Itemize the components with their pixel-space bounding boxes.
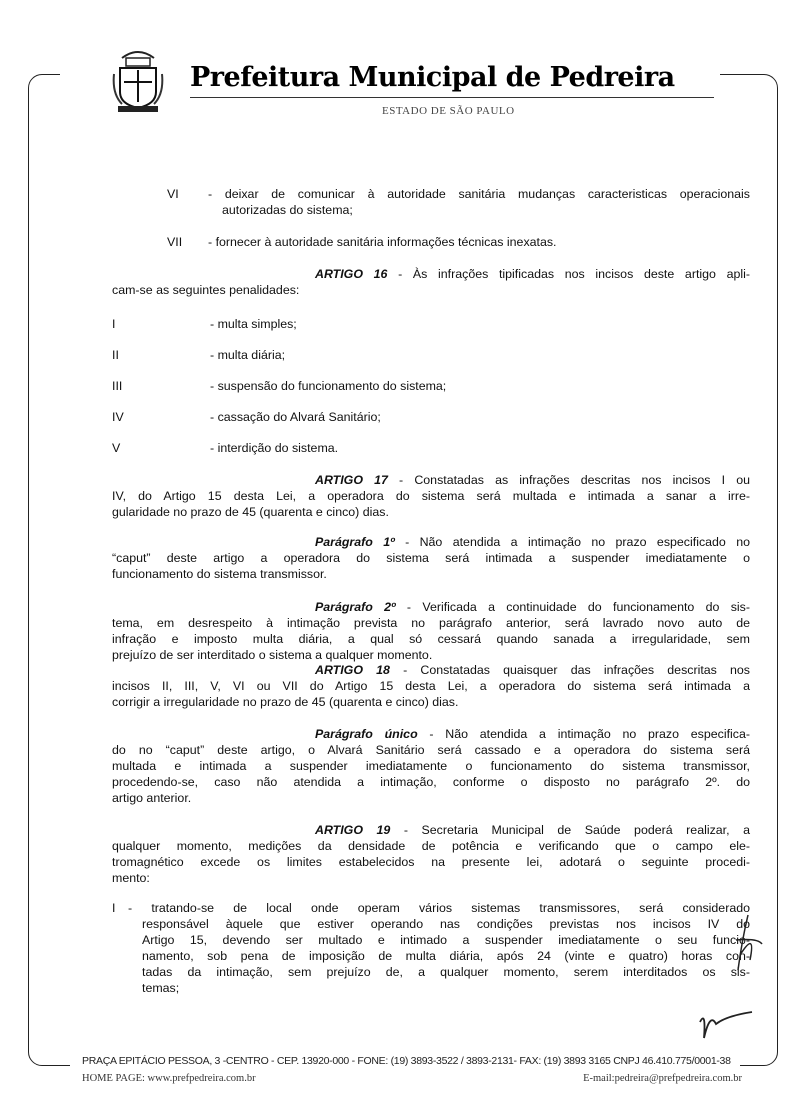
- paragraph-text: - Secretaria Municipal de Saúde poderá realizar, a: [390, 823, 750, 837]
- paragraph-text: - Constatadas as infrações descritas nos incisos I ou: [387, 473, 751, 487]
- paragraph-line: prejuízo de ser interditado o sistema a qualquer momento.: [112, 648, 433, 662]
- paragraph-line: tromagnético excede os limites estabelecidos na presente lei, adotará o seguinte procedi-: [112, 855, 750, 869]
- paragraph-line: “caput” deste artigo a operadora do sistema será intimada a suspender imediatamente o: [112, 551, 750, 565]
- article-16: [112, 266, 750, 298]
- penalty-text: - interdição do sistema.: [210, 441, 339, 455]
- article-heading: ARTIGO 17: [315, 473, 388, 487]
- article-19: [112, 822, 750, 886]
- item-text: - deixar de comunicar à autoridade sanitária mudanças caracteristicas operacionais: [208, 187, 750, 201]
- paragraph-text: - Verificada a continuidade do funcionamento do sis-: [395, 600, 750, 614]
- penalty-text: - cassação do Alvará Sanitário;: [210, 410, 381, 424]
- paragraph-line: procedendo-se, caso não atendida a intimação, conforme o disposto no parágrafo 2º. do: [112, 775, 750, 789]
- item-text: namento, sob pena de imposição de multa diária, após 24 (vinte e quatro) horas con-: [142, 949, 750, 963]
- paragraph-line: infração e imposto multa diária, a qual só cessará quando sanada a irregularidade, sem: [112, 632, 750, 646]
- header-rule: [190, 97, 714, 98]
- item-number: VII: [167, 235, 183, 249]
- footer-address: PRAÇA EPITÁCIO PESSOA, 3 -CENTRO - CEP. 13920-000 - FONE: (19) 3893-3522 / 3893-2131- FAX: (19) 3893 3165 CNPJ 46.410.775/0001-38: [82, 1055, 731, 1067]
- penalty-number: V: [112, 441, 121, 455]
- article-heading: Parágrafo único: [315, 727, 418, 741]
- signature-initials: [728, 910, 768, 980]
- article-heading: ARTIGO 18: [315, 663, 390, 677]
- penalty-text: - suspensão do funcionamento do sistema;: [210, 379, 447, 393]
- paragraph-line: [112, 266, 750, 282]
- item-text: - fornecer à autoridade sanitária informações técnicas inexatas.: [208, 235, 557, 249]
- paragraph-2: [112, 599, 750, 663]
- item-text: Artigo 15, devendo ser multado e intimado a suspender imediatamente o seu funcio-: [142, 933, 750, 947]
- paragraph-line: funcionamento do sistema transmissor.: [112, 567, 327, 581]
- article-heading: Parágrafo 2º: [315, 600, 396, 614]
- paragraph-line: IV, do Artigo 15 desta Lei, a operadora do sistema será multada e intimada a sanar a irre-: [112, 489, 750, 503]
- paragraph-line: qualquer momento, medições da densidade de potência e verificando que o campo ele-: [112, 839, 750, 853]
- paragraph-line: mento:: [112, 871, 150, 885]
- paragraph-line: corrigir a irregularidade no prazo de 45 (quarenta e cinco) dias.: [112, 695, 459, 709]
- paragraph-line: [112, 662, 750, 678]
- paragraph-line: do no “caput” deste artigo, o Alvará Sanitário será cassado e a operadora do sistema será: [112, 743, 750, 757]
- article-heading: ARTIGO 16: [315, 267, 388, 281]
- penalty-number: II: [112, 348, 119, 362]
- paragraph-line: artigo anterior.: [112, 791, 192, 805]
- item-text: - tratando-se de local onde operam vários sistemas transmissores, será considerado: [128, 901, 750, 915]
- penalty-text: - multa diária;: [210, 348, 286, 362]
- page-title: Prefeitura Municipal de Pedreira: [190, 62, 675, 93]
- paragraph-line: gularidade no prazo de 45 (quarenta e cinco) dias.: [112, 505, 389, 519]
- article-heading: Parágrafo 1º: [315, 535, 395, 549]
- paragraph-line: [112, 472, 750, 488]
- paragraph-unico: [112, 726, 750, 806]
- coat-of-arms-logo: [112, 44, 164, 118]
- item-text: temas;: [142, 981, 180, 995]
- paragraph-line: tema, em desrespeito à intimação prevista no parágrafo anterior, será lavrado novo auto de: [112, 616, 750, 630]
- penalty-number: III: [112, 379, 123, 393]
- paragraph-line: [112, 822, 750, 838]
- article-18: [112, 662, 750, 710]
- paragraph-text: - Não atendida a intimação no prazo especificado no: [394, 535, 750, 549]
- article-heading: ARTIGO 19: [315, 823, 391, 837]
- paragraph-line: cam-se as seguintes penalidades:: [112, 283, 300, 297]
- item-number: I: [112, 901, 116, 915]
- footer-homepage: HOME PAGE: www.prefpedreira.com.br: [82, 1073, 256, 1084]
- paragraph-line: [112, 534, 750, 550]
- signature: [696, 1002, 756, 1042]
- paragraph-text: - Às infrações tipificadas nos incisos deste artigo apli-: [387, 267, 751, 281]
- paragraph-text: - Constatadas quaisquer das infrações descritas nos: [389, 663, 751, 677]
- paragraph-line: multada e intimada a suspender imediatamente o funcionamento do sistema transmissor,: [112, 759, 750, 773]
- paragraph-line: [112, 599, 750, 615]
- footer-email: E-mail:pedreira@prefpedreira.com.br: [583, 1073, 742, 1084]
- penalty-number: IV: [112, 410, 124, 424]
- penalty-number: I: [112, 317, 116, 331]
- item-text: tadas da intimação, sem prejuízo de, a qualquer momento, serem interditados os sis-: [142, 965, 750, 979]
- article-17: [112, 472, 750, 520]
- item-text: responsável àquele que estiver operando nas condições previstas nos incisos IV do: [142, 917, 750, 931]
- paragraph-line: incisos II, III, V, VI ou VII do Artigo 15 desta Lei, a operadora do sistema será intimada a: [112, 679, 750, 693]
- page-subtitle: ESTADO DE SÃO PAULO: [382, 105, 515, 117]
- item-text: autorizadas do sistema;: [222, 203, 353, 217]
- paragraph-line: [112, 726, 750, 742]
- paragraph-1: [112, 534, 750, 582]
- item-number: VI: [167, 187, 179, 201]
- paragraph-text: - Não atendida a intimação no prazo especifica-: [417, 727, 750, 741]
- penalty-text: - multa simples;: [210, 317, 297, 331]
